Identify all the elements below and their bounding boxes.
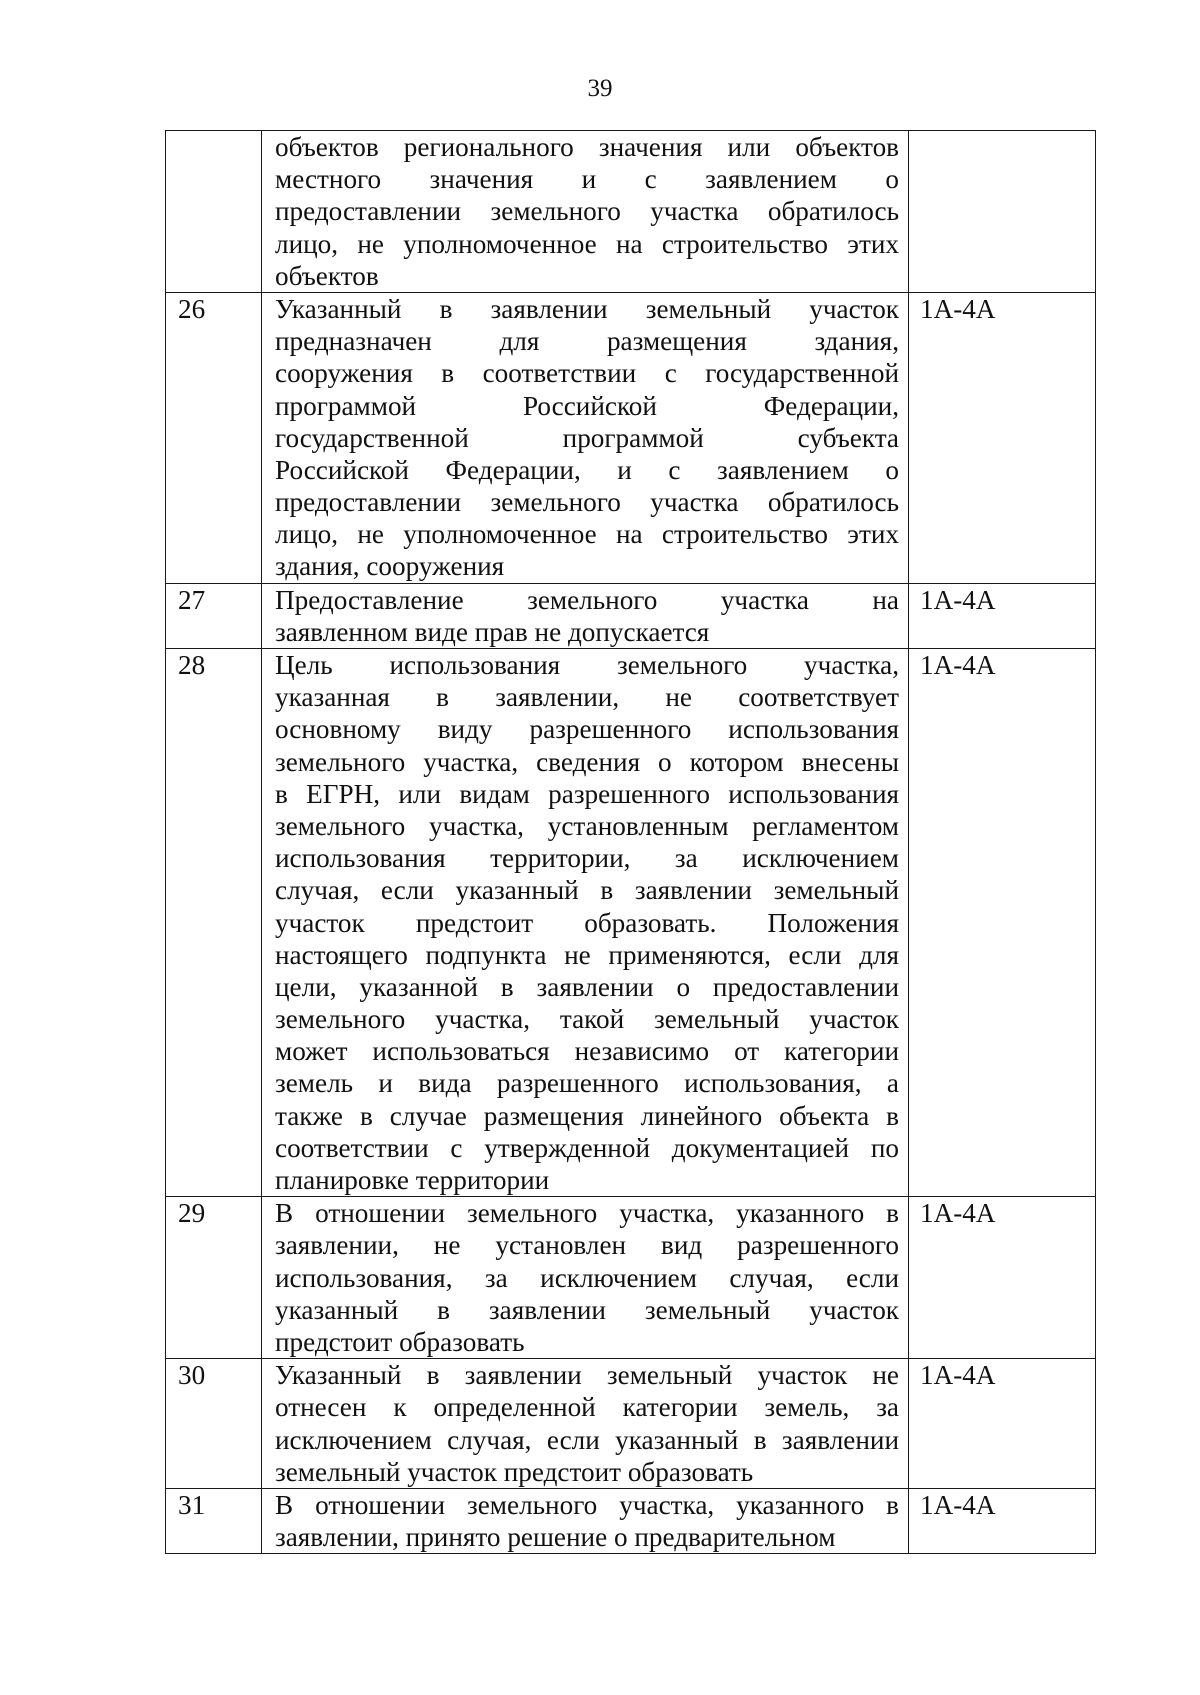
text-line: заявлении, не установлен вид разрешенного <box>275 1230 899 1261</box>
table-row <box>166 649 1096 1197</box>
row-code: 1А-4А <box>909 1488 1096 1553</box>
text-line: предоставлении земельного участка обратилось <box>275 196 899 227</box>
text-line: случая, если указанный в заявлении земельный <box>275 875 899 906</box>
row-text <box>262 583 909 648</box>
text-line: программой Российской Федерации, <box>275 390 899 421</box>
text-line: Указанный в заявлении земельный участок <box>275 293 899 324</box>
row-code: 1А-4А <box>909 1359 1096 1489</box>
row-number: 26 <box>166 292 262 583</box>
text-line: местного значения и с заявлением о <box>275 164 899 195</box>
row-code: 1А-4А <box>909 292 1096 583</box>
text-line: цели, указанной в заявлении о предоставлении <box>275 971 899 1002</box>
text-line: лицо, не уполномоченное на строительство этих <box>275 228 899 259</box>
row-code: 1А-4А <box>909 583 1096 648</box>
text-line: Российской Федерации, и с заявлением о <box>275 454 899 485</box>
row-number: 28 <box>166 649 262 1197</box>
text-line: Предоставление земельного участка на <box>275 584 899 615</box>
text-line: участок предстоит образовать. Положения <box>275 907 899 938</box>
grounds-table <box>165 130 1096 1554</box>
table-row <box>166 583 1096 648</box>
text-line: земельного участка, установленным регламентом <box>275 810 899 841</box>
text-line: может использоваться независимо от категории <box>275 1036 899 1067</box>
row-code: 1А-4А <box>909 1197 1096 1359</box>
text-line: земельного участка, такой земельный участок <box>275 1004 899 1035</box>
text-line: Указанный в заявлении земельный участок не <box>275 1360 899 1391</box>
text-line: использования территории, за исключением <box>275 843 899 874</box>
text-line: соответствии с утвержденной документацией по <box>275 1132 899 1163</box>
text-line: заявленном виде прав не допускается <box>275 616 710 647</box>
row-text <box>262 131 909 293</box>
text-line: сооружения в соответствии с государственной <box>275 358 899 389</box>
table-row <box>166 131 1096 293</box>
table-row <box>166 1488 1096 1553</box>
text-line: Цель использования земельного участка, <box>275 650 899 680</box>
text-line: объектов регионального значения или объектов <box>275 132 899 162</box>
page-number: 39 <box>587 75 613 102</box>
text-line: В отношении земельного участка, указанного в <box>275 1198 899 1229</box>
text-line: в ЕГРН, или видам разрешенного использования <box>275 778 899 809</box>
text-line: заявлении, принято решение о предварительном <box>275 1522 836 1553</box>
text-line: лицо, не уполномоченное на строительство этих <box>275 519 899 550</box>
row-text <box>262 649 909 1197</box>
text-line: настоящего подпункта не применяются, если для <box>275 939 899 970</box>
text-line: здания, сооружения <box>275 551 505 582</box>
text-line: земельный участок предстоит образовать <box>275 1456 754 1487</box>
text-line: также в случае размещения линейного объекта в <box>275 1100 899 1131</box>
text-line: основному виду разрешенного использования <box>275 714 899 745</box>
text-line: использования, за исключением случая, если <box>275 1262 899 1293</box>
table-row <box>166 1359 1096 1489</box>
text-line: предназначен для размещения здания, <box>275 326 899 357</box>
row-number: 27 <box>166 583 262 648</box>
text-line: государственной программой субъекта <box>275 422 899 453</box>
text-line: указанная в заявлении, не соответствует <box>275 682 899 713</box>
text-line: исключением случая, если указанный в заявлении <box>275 1424 899 1455</box>
table-body <box>166 131 1096 1554</box>
row-number: 29 <box>166 1197 262 1359</box>
row-number <box>166 131 262 293</box>
text-line: планировке территории <box>275 1165 550 1195</box>
row-text <box>262 1197 909 1359</box>
text-line: отнесен к определенной категории земель, за <box>275 1392 899 1423</box>
text-line: земель и вида разрешенного использования, а <box>275 1068 899 1099</box>
text-line: земельного участка, сведения о котором внесены <box>275 746 899 777</box>
text-line: В отношении земельного участка, указанного в <box>275 1489 899 1520</box>
row-code: 1А-4А <box>909 649 1096 1197</box>
row-number: 30 <box>166 1359 262 1489</box>
row-text <box>262 1488 909 1553</box>
table-row <box>166 292 1096 583</box>
table-row <box>166 1197 1096 1359</box>
text-line: объектов <box>275 260 379 291</box>
text-line: указанный в заявлении земельный участок <box>275 1294 899 1325</box>
text-line: предстоит образовать <box>275 1326 525 1357</box>
row-text <box>262 1359 909 1489</box>
text-line: предоставлении земельного участка обратилось <box>275 487 899 518</box>
row-code <box>909 131 1096 293</box>
row-number: 31 <box>166 1488 262 1553</box>
row-text <box>262 292 909 583</box>
